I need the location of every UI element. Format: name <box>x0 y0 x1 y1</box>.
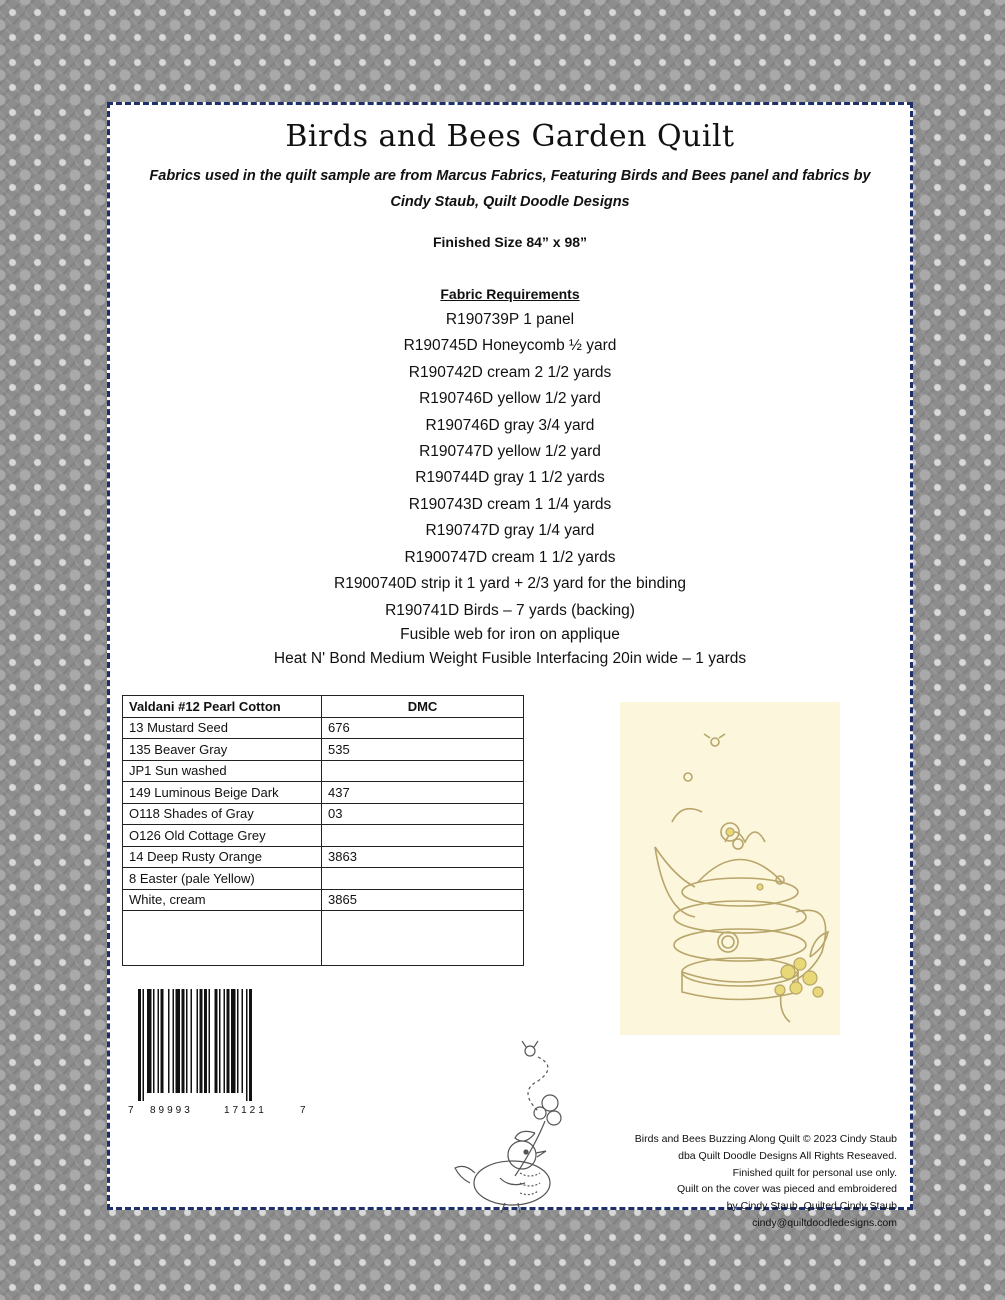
fabric-requirements-list <box>110 307 910 597</box>
fabric-item: R190744D gray 1 1/2 yards <box>415 469 605 487</box>
dmc-cell: 3865 <box>322 889 524 911</box>
copyright-line: Finished quilt for personal use only. <box>732 1166 897 1179</box>
dmc-cell: 676 <box>322 717 524 739</box>
dmc-cell: 437 <box>322 782 524 804</box>
finished-size: Finished Size 84” x 98” <box>432 234 588 250</box>
valdani-cell: O126 Old Cottage Grey <box>123 825 322 847</box>
barcode-bar <box>147 989 152 1093</box>
barcode-bar <box>219 989 221 1093</box>
additional-supplies-list <box>110 599 910 671</box>
page-title: Birds and Bees Garden Quilt <box>285 119 735 154</box>
dmc-cell <box>322 868 524 890</box>
valdani-cell: 14 Deep Rusty Orange <box>123 846 322 868</box>
copyright-line: dba Quilt Doodle Designs All Rights Reseaved. <box>678 1149 897 1162</box>
valdani-cell: 135 Beaver Gray <box>123 739 322 761</box>
valdani-cell: 149 Luminous Beige Dark <box>123 782 322 804</box>
barcode-digit-right: 7 <box>300 1105 306 1116</box>
table-row <box>123 846 524 868</box>
copyright-line: Birds and Bees Buzzing Along Quilt © 2023 Cindy Staub <box>634 1133 897 1145</box>
fabric-credit-subtitle: Fabrics used in the quilt sample are from Marcus Fabrics, Featuring Birds and Bees panel and fabrics by Cindy Staub, Quilt Doodle Designs <box>149 168 871 210</box>
barcode-bar <box>138 989 141 1101</box>
barcode-bar <box>227 989 230 1093</box>
barcode-bar <box>191 989 193 1093</box>
table-row <box>123 739 524 761</box>
barcode-bar <box>215 989 218 1093</box>
valdani-cell: O118 Shades of Gray <box>123 803 322 825</box>
table-row <box>123 911 524 966</box>
copyright-line: by Cindy Staub. Quilted Cindy Staub <box>726 1200 897 1213</box>
barcode-bar <box>246 989 248 1101</box>
barcode-bar <box>153 989 155 1093</box>
thread-table <box>122 695 524 966</box>
valdani-cell: JP1 Sun washed <box>123 760 322 782</box>
table-row <box>123 868 524 890</box>
barcode-bar <box>242 989 244 1093</box>
barcode-bar <box>176 989 181 1093</box>
copyright-notice <box>635 1131 897 1232</box>
fabric-item: R190747D gray 1/4 yard <box>425 522 595 540</box>
barcode-bar <box>237 989 239 1093</box>
column-header-valdani: Valdani #12 Pearl Cotton <box>123 696 322 718</box>
bird-bee-embroidery-icon <box>450 1033 580 1213</box>
supply-item: Heat N' Bond Medium Weight Fusible Interfacing 20in wide – 1 yards <box>273 650 747 667</box>
barcode-bar <box>158 989 160 1093</box>
fabric-item: R190746D gray 3/4 yard <box>425 416 595 434</box>
fabric-requirements-heading: Fabric Requirements <box>440 286 580 302</box>
table-row <box>123 803 524 825</box>
valdani-cell <box>123 911 322 966</box>
barcode-bar <box>200 989 203 1093</box>
barcode-bar <box>231 989 236 1093</box>
barcode-bar <box>204 989 207 1093</box>
fabric-item: R190743D cream 1 1/4 yards <box>408 495 612 513</box>
barcode-digits-group1: 89993 <box>150 1105 193 1116</box>
dmc-cell: 03 <box>322 803 524 825</box>
barcode-bar <box>186 989 188 1093</box>
barcode-bar <box>161 989 164 1093</box>
fabric-item: R190745D Honeycomb ½ yard <box>403 337 617 355</box>
teapot-beehive-embroidery-icon <box>620 702 840 1035</box>
valdani-cell: 13 Mustard Seed <box>123 717 322 739</box>
pattern-page <box>107 102 913 1229</box>
table-row <box>123 889 524 911</box>
barcode-bar <box>143 989 145 1101</box>
table-row <box>123 760 524 782</box>
supply-item: Fusible web for iron on applique <box>400 626 620 643</box>
dmc-cell: 535 <box>322 739 524 761</box>
fabric-item: R1900747D cream 1 1/2 yards <box>404 548 616 566</box>
barcode-bar <box>224 989 226 1093</box>
copyright-line: cindy@quiltdoodledesigns.com <box>752 1216 897 1229</box>
valdani-cell: 8 Easter (pale Yellow) <box>123 868 322 890</box>
barcode-bar <box>173 989 175 1093</box>
thread-table-header <box>123 696 524 718</box>
table-row <box>123 825 524 847</box>
barcode-digit-left: 7 <box>128 1105 134 1116</box>
fabric-item: R190739P 1 panel <box>445 311 575 328</box>
supply-item: R190741D Birds – 7 yards (backing) <box>385 602 635 619</box>
copyright-line: Quilt on the cover was pieced and embroidered <box>676 1183 897 1196</box>
dmc-cell <box>322 911 524 966</box>
dmc-cell: 3863 <box>322 846 524 868</box>
barcode-digits-group2: 17121 <box>224 1105 267 1116</box>
table-row <box>123 782 524 804</box>
fabric-item: R1900740D strip it 1 yard + 2/3 yard for the binding <box>334 574 686 592</box>
barcode-bar <box>209 989 211 1093</box>
column-header-dmc: DMC <box>322 696 524 718</box>
barcode-bar <box>182 989 185 1093</box>
fabric-item: R190747D yellow 1/2 yard <box>419 442 601 460</box>
barcode-bars-icon <box>138 989 296 1101</box>
barcode-bar <box>168 989 170 1093</box>
barcode <box>128 989 306 1125</box>
dmc-cell <box>322 760 524 782</box>
dmc-cell <box>322 825 524 847</box>
table-row <box>123 717 524 739</box>
barcode-bar <box>197 989 199 1093</box>
barcode-bar <box>249 989 252 1101</box>
fabric-item: R190742D cream 2 1/2 yards <box>408 363 612 381</box>
valdani-cell: White, cream <box>123 889 322 911</box>
fabric-item: R190746D yellow 1/2 yard <box>419 390 601 408</box>
